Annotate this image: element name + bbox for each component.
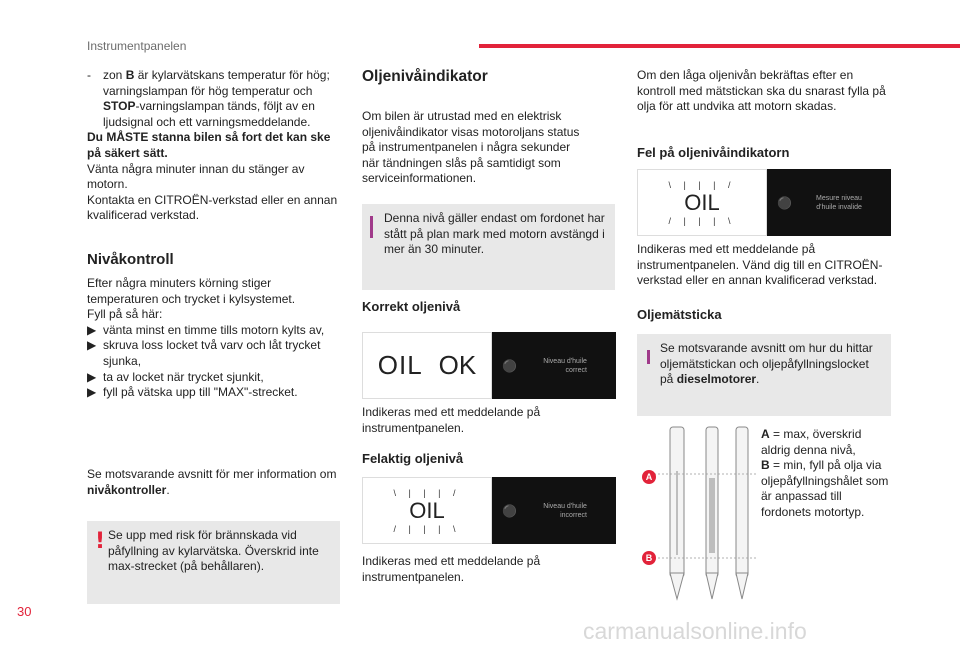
reference-text: [87, 467, 341, 498]
column-1: [87, 68, 341, 224]
wrong-level-heading: Felaktig oljenivå: [362, 451, 464, 466]
bullet-icon: ▶: [87, 385, 97, 400]
flash-rays-top-icon: \ | | | /: [668, 179, 736, 190]
info-note-box: [362, 204, 615, 290]
display-wrong: [362, 477, 616, 544]
legend-a-text: = max, överskrid aldrig denna nivå,: [761, 427, 862, 457]
display-message: Niveau d'huile correct: [543, 357, 587, 374]
ref-end: .: [166, 482, 170, 497]
step-text: fyll på vätska upp till "MAX"-strecket.: [103, 385, 298, 400]
display-message: Mesure niveau d'huile invalide: [816, 194, 862, 211]
display-correct: [362, 332, 616, 399]
oil-flash-panel: [637, 169, 767, 236]
must-stop-text: Du MÅSTE stanna bilen så fort det kan ske på säkert sätt.: [87, 130, 331, 160]
step-text: vänta minst en timme tills motorn kylts av,: [103, 322, 325, 337]
dipstick-illustration: [636, 423, 761, 601]
dipstick-note-end: .: [756, 372, 760, 387]
zone-rest: är kylarvätskans temperatur för hög; varningslampan för hög temperatur och: [103, 68, 330, 98]
low-level-text: Om den låga oljenivån bekräftas efter en kontroll med mätstickan ska du snarast fylla på olja för att undvika att motorn skadas.: [637, 68, 886, 114]
oil-intro: Om bilen är utrustad med en elektrisk oljenivåindikator visas motoroljans status på instrumentpanelen i några sekunder när tändningen slås på samtidigt som serviceinformationen.: [362, 109, 580, 186]
oil-can-icon: ⚫: [502, 358, 517, 373]
warning-note-box: [87, 521, 340, 604]
marker-a-badge: A: [642, 470, 656, 484]
dipstick-legend: [761, 427, 891, 521]
flash-rays-top-icon: \ | | | /: [393, 487, 461, 498]
dipstick-note: [660, 341, 882, 388]
oil-label: OIL: [409, 497, 445, 523]
flash-rays-bottom-icon: / | | | \: [668, 215, 736, 226]
bullet-icon: ▶: [87, 338, 97, 353]
correct-text: Indikeras med ett meddelande på instrumentpanelen.: [362, 405, 541, 435]
legend-a: [761, 427, 891, 458]
oil-ok-panel: [362, 332, 492, 399]
section-title: Instrumentpanelen: [87, 39, 187, 53]
level-control-body: [87, 276, 341, 401]
level-control-heading: Nivåkontroll: [87, 251, 174, 268]
dipstick-note-bold: dieselmotorer: [676, 372, 757, 387]
marker-b-badge: B: [642, 551, 656, 565]
dash-marker: -: [87, 68, 91, 82]
step-text: ta av locket när trycket sjunkit,: [103, 369, 264, 384]
ref-text: Se motsvarande avsnitt för mer information om: [87, 467, 337, 481]
ok-label: OK: [438, 350, 477, 380]
legend-a-letter: A: [761, 427, 770, 441]
bullet-icon: ▶: [87, 322, 97, 337]
display-fault: [637, 169, 891, 236]
message-panel: [492, 477, 616, 544]
list-item: [87, 370, 341, 386]
legend-b: [761, 458, 891, 520]
ref-link-text: nivåkontroller: [87, 482, 167, 497]
bullet-icon: ▶: [87, 369, 97, 384]
flash-rays-bottom-icon: / | | | \: [393, 523, 461, 534]
oil-indicator-heading: Oljenivåindikator: [362, 68, 488, 85]
watermark: carmanualsonline.info: [583, 618, 807, 644]
warning-note-text: Se upp med risk för brännskada vid påfyllning av kylarvätska. Överskrid inte max-strecket (på behållaren).: [108, 528, 319, 574]
warning-icon: !: [95, 529, 106, 554]
oil-label: OIL: [684, 189, 720, 215]
legend-b-letter: B: [761, 458, 770, 473]
dipstick-note-box: [637, 334, 891, 416]
fault-text: Indikeras med ett meddelande på instrumentpanelen. Vänd dig till en CITROËN-verkstad eller en annan kvalificerad verkstad.: [637, 242, 883, 288]
stop-word: STOP: [103, 99, 136, 114]
dipstick-note-text: Se motsvarande avsnitt om hur du hittar oljemätstickan och oljepåfyllningslocket på: [660, 341, 873, 387]
correct-level-heading: Korrekt oljenivå: [362, 299, 461, 314]
zone-end: -varningslampan tänds, följt av en ljudsignal och ett varningsmeddelande.: [103, 99, 315, 129]
list-item: [87, 323, 341, 339]
zone-letter: B: [125, 68, 135, 82]
info-icon: [370, 216, 373, 238]
oil-can-icon: ⚫: [502, 503, 517, 518]
wrong-text: Indikeras med ett meddelande på instrumentpanelen.: [362, 554, 541, 584]
oil-flash-panel: [362, 477, 492, 544]
legend-b-text: = min, fyll på olja via oljepåfyllningshålet som är anpassad till fordonets motortyp.: [761, 458, 889, 519]
list-item: [87, 338, 341, 369]
header-accent-bar: [479, 44, 960, 48]
page-number: 30: [17, 604, 32, 619]
info-note-text: Denna nivå gäller endast om fordonet har stått på plan mark med motorn avstängd i mer än 30 minuter.: [384, 211, 605, 257]
fault-heading: Fel på oljenivåindikatorn: [637, 145, 790, 160]
message-panel: [492, 332, 616, 399]
info-icon: [647, 350, 650, 364]
oil-can-icon: ⚫: [777, 195, 792, 210]
dipstick-heading: Oljemätsticka: [637, 307, 722, 322]
step-text: skruva loss locket två varv och låt trycket sjunka,: [103, 338, 321, 368]
level-intro: Efter några minuters körning stiger temperaturen och trycket i kylsystemet.: [87, 276, 296, 306]
oil-label: OIL: [377, 350, 423, 380]
contact-text: Kontakta en CITROËN-verkstad eller en annan kvalificerad verkstad.: [87, 192, 338, 223]
fill-lead: Fyll på så här:: [87, 307, 163, 322]
list-item: [87, 385, 341, 401]
wait-text: Vänta några minuter innan du stänger av motorn.: [87, 161, 305, 192]
zone-prefix: zon: [103, 68, 126, 82]
display-message: Niveau d'huile incorrect: [543, 502, 587, 519]
message-panel: [767, 169, 891, 236]
zone-b-item: [87, 68, 341, 130]
